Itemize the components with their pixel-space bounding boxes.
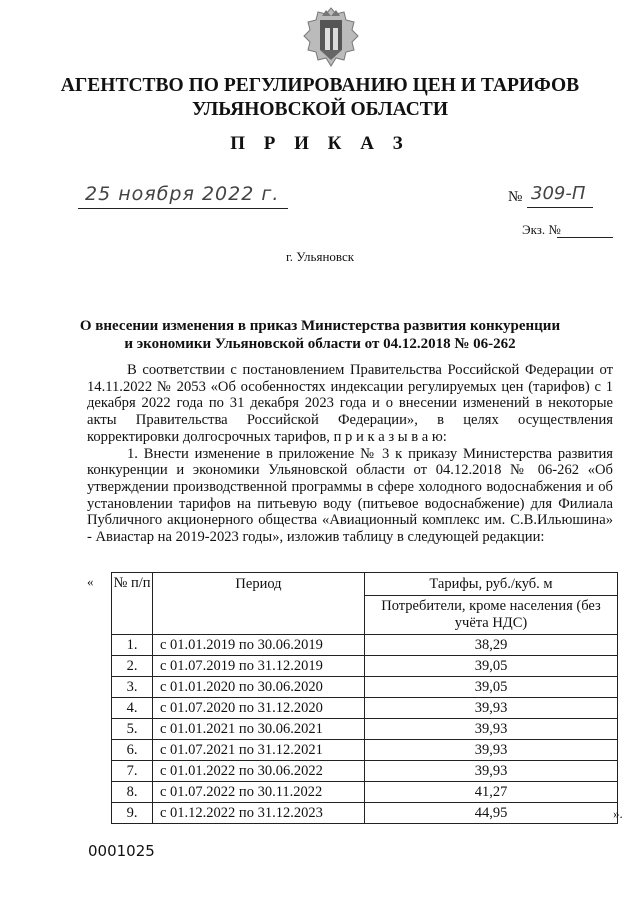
- row-number-cell: 7.: [112, 761, 153, 782]
- row-number-cell: 8.: [112, 782, 153, 803]
- header-tariff: Тарифы, руб./куб. м: [365, 573, 618, 596]
- row-period-cell: с 01.07.2020 по 31.12.2020: [153, 698, 365, 719]
- row-tariff-cell: 39,05: [365, 677, 618, 698]
- tariff-table: [111, 572, 618, 824]
- row-tariff-cell: 38,29: [365, 635, 618, 656]
- row-period-cell: с 01.01.2019 по 30.06.2019: [153, 635, 365, 656]
- subject-line2: и экономики Ульяновской области от 04.12.2018 № 06-262: [124, 336, 516, 352]
- table-row: [112, 740, 618, 761]
- serial-number: 0001025: [88, 842, 155, 860]
- row-tariff-cell: 39,05: [365, 656, 618, 677]
- number-label: №: [508, 189, 523, 205]
- row-period-cell: с 01.01.2022 по 30.06.2022: [153, 761, 365, 782]
- row-period-cell: с 01.01.2020 по 30.06.2020: [153, 677, 365, 698]
- row-tariff-cell: 39,93: [365, 719, 618, 740]
- body-paragraph-1: В соответствии с постановлением Правительства Российской Федерации от 14.11.2022 № 2053 «Об особенностях индексации регулируемых цен (тарифов) с 1 декабря 2022 года по 31 декабря 2023 года и о внесении изменений в некоторые акты Правительства Российской Федерации», в целях осуществления корректировки долгосрочных тарифов, п р и к а з ы в а ю:: [87, 362, 613, 445]
- table-body: [112, 635, 618, 824]
- number-underline: [527, 207, 593, 208]
- row-tariff-cell: 39,93: [365, 698, 618, 719]
- header-consumers: Потребители, кроме населения (без учёта НДС): [365, 596, 618, 635]
- table-header-row: [112, 573, 618, 596]
- city: г. Ульяновск: [285, 249, 355, 264]
- table-row: [112, 782, 618, 803]
- opening-quote: «: [87, 574, 94, 589]
- date-underline: [78, 208, 288, 209]
- row-period-cell: с 01.07.2021 по 31.12.2021: [153, 740, 365, 761]
- table-row: [112, 698, 618, 719]
- copy-number-underline: [557, 237, 613, 238]
- row-number-cell: 4.: [112, 698, 153, 719]
- table-row: [112, 656, 618, 677]
- agency-name-line2: УЛЬЯНОВСКОЙ ОБЛАСТИ: [192, 99, 448, 120]
- row-period-cell: с 01.12.2022 по 31.12.2023: [153, 803, 365, 824]
- row-tariff-cell: 44,95: [365, 803, 618, 824]
- row-number-cell: 2.: [112, 656, 153, 677]
- table-row: [112, 719, 618, 740]
- order-subject: [0, 317, 640, 353]
- coat-of-arms-icon: [300, 6, 362, 68]
- table-row: [112, 677, 618, 698]
- order-date: 25 ноября 2022 г.: [85, 183, 280, 205]
- row-number-cell: 6.: [112, 740, 153, 761]
- copy-number-label: Экз. №: [522, 222, 561, 237]
- order-number: 309-П: [531, 183, 586, 204]
- row-tariff-cell: 39,93: [365, 761, 618, 782]
- table-row: [112, 761, 618, 782]
- agency-name: [0, 74, 640, 122]
- row-period-cell: с 01.07.2019 по 31.12.2019: [153, 656, 365, 677]
- header-period: Период: [153, 573, 365, 635]
- agency-name-line1: АГЕНТСТВО ПО РЕГУЛИРОВАНИЮ ЦЕН И ТАРИФОВ: [60, 75, 580, 96]
- row-number-cell: 3.: [112, 677, 153, 698]
- row-period-cell: с 01.01.2021 по 30.06.2021: [153, 719, 365, 740]
- subject-line1: О внесении изменения в приказ Министерства развития конкуренции: [79, 318, 561, 334]
- closing-quote: ».: [613, 806, 623, 821]
- row-period-cell: с 01.07.2022 по 30.11.2022: [153, 782, 365, 803]
- document-type: П Р И К А З: [230, 133, 410, 154]
- row-number-cell: 1.: [112, 635, 153, 656]
- tariff-table-wrapper: [111, 572, 618, 824]
- table-row: [112, 635, 618, 656]
- order-body: [87, 362, 613, 546]
- row-tariff-cell: 41,27: [365, 782, 618, 803]
- row-tariff-cell: 39,93: [365, 740, 618, 761]
- body-paragraph-2: 1. Внести изменение в приложение № 3 к приказу Министерства развития конкуренции и экономики Ульяновской области от 04.12.2018 № 06-262 «Об утверждении производственной программы в сфере холодного водоснабжения и об установлении тарифов на питьевую воду (питьевое водоснабжение) для Филиала Публичного акционерного общества «Авиационный комплекс им. С.В.Ильюшина» - Авиастар на 2019-2023 годы», изложив таблицу в следующей редакции:: [87, 445, 613, 546]
- header-num: № п/п: [112, 573, 153, 635]
- row-number-cell: 9.: [112, 803, 153, 824]
- table-row: [112, 803, 618, 824]
- row-number-cell: 5.: [112, 719, 153, 740]
